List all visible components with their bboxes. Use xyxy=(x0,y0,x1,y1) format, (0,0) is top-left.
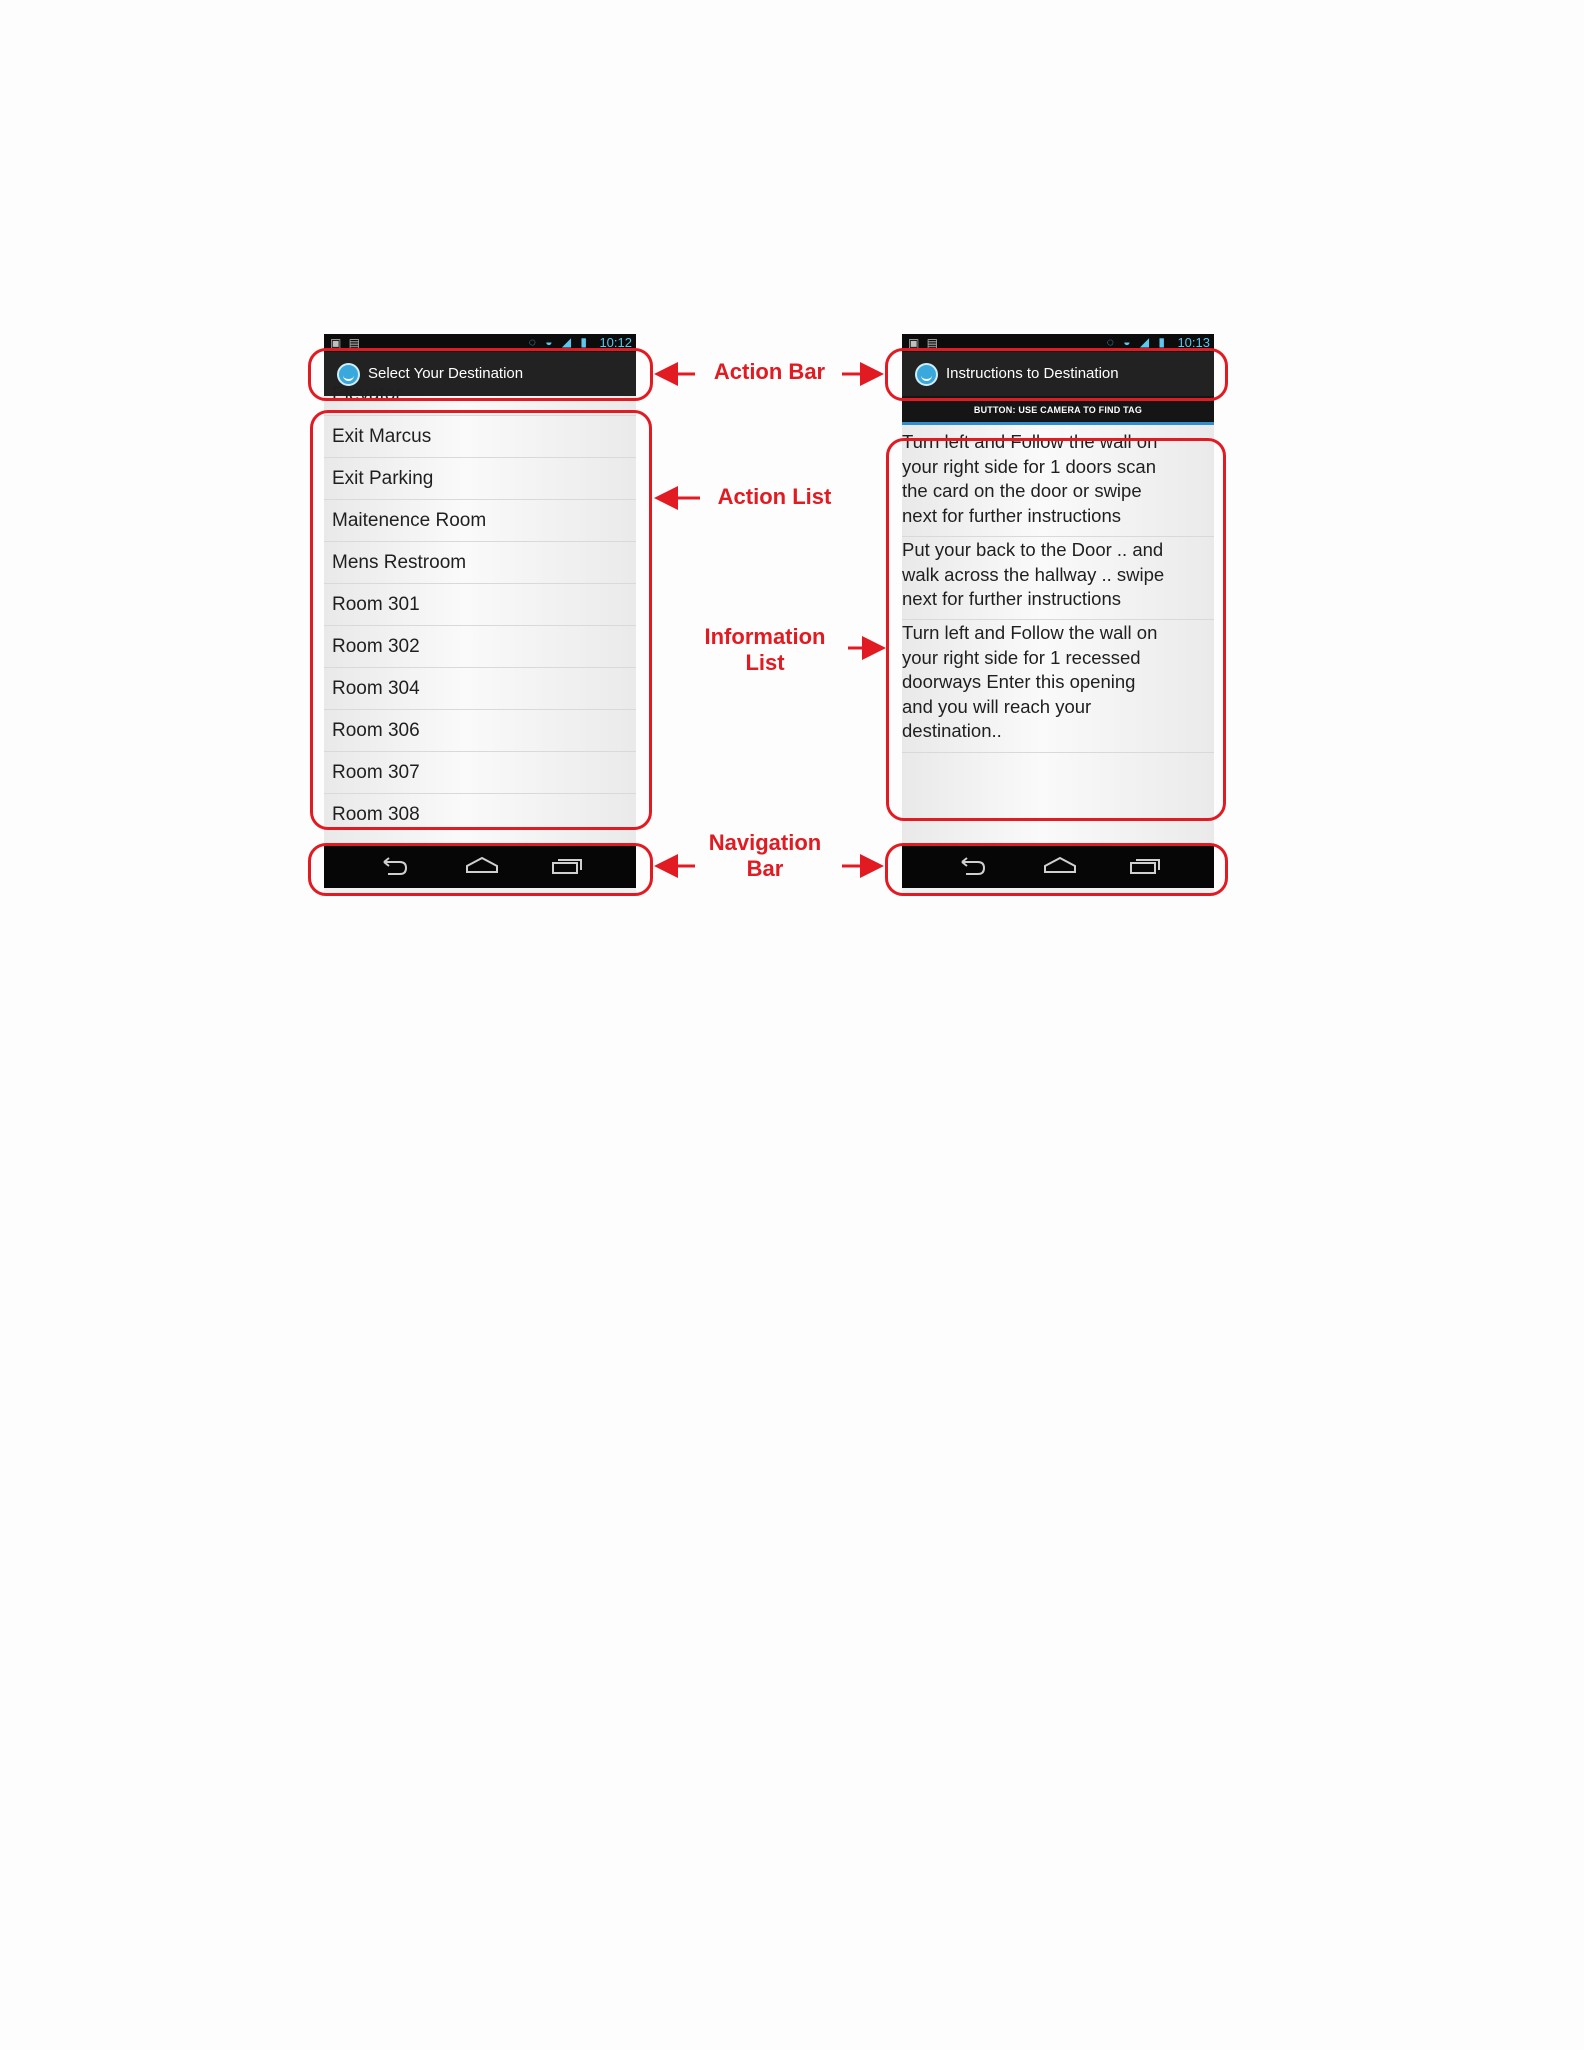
instruction-item-2[interactable]: Put your back to the Door .. and walk across the hallway .. swipe next for further instructions xyxy=(902,538,1214,620)
instruction-item-1[interactable]: Turn left and Follow the wall on your right side for 1 doors scan the card on the door or swipe next for further instructions xyxy=(902,430,1214,537)
list-item-mens-restroom[interactable]: Mens Restroom xyxy=(324,542,636,584)
label-action-bar: Action Bar xyxy=(713,359,826,384)
notification-icons: ▣ ▤ xyxy=(908,336,941,350)
instruction-item-3[interactable]: Turn left and Follow the wall on your right side for 1 recessed doorways Enter this opening and you will reach your destination.. xyxy=(902,621,1214,753)
status-time: 10:12 xyxy=(599,335,632,350)
action-bar-title: Instructions to Destination xyxy=(946,365,1119,382)
action-bar-title: Select Your Destination xyxy=(368,365,524,382)
label-navigation-bar: Navigation Bar xyxy=(708,830,822,881)
list-item-room-307[interactable]: Room 307 xyxy=(324,752,636,794)
list-item-room-306[interactable]: Room 306 xyxy=(324,710,636,752)
signal-icons: ◌ ◒ ◢ ▮ xyxy=(528,335,590,349)
notification-icons: ▣ ▤ xyxy=(330,336,363,350)
list-item-elevator[interactable]: Elevator xyxy=(324,374,636,416)
use-camera-button[interactable]: BUTTON: USE CAMERA TO FIND TAG xyxy=(902,396,1214,425)
list-item-exit-parking[interactable]: Exit Parking xyxy=(324,458,636,500)
list-item-room-302[interactable]: Room 302 xyxy=(324,626,636,668)
list-item-exit-marcus[interactable]: Exit Marcus xyxy=(324,416,636,458)
status-time: 10:13 xyxy=(1177,335,1210,350)
label-information-list: Information List xyxy=(704,624,826,675)
list-item-room-304[interactable]: Room 304 xyxy=(324,668,636,710)
label-action-list: Action List xyxy=(717,484,832,509)
list-item-room-308[interactable]: Room 308 xyxy=(332,804,420,825)
list-item-room-301[interactable]: Room 301 xyxy=(324,584,636,626)
list-item-maintenance-room[interactable]: Maitenence Room xyxy=(324,500,636,542)
signal-icons: ◌ ◒ ◢ ▮ xyxy=(1106,335,1168,349)
